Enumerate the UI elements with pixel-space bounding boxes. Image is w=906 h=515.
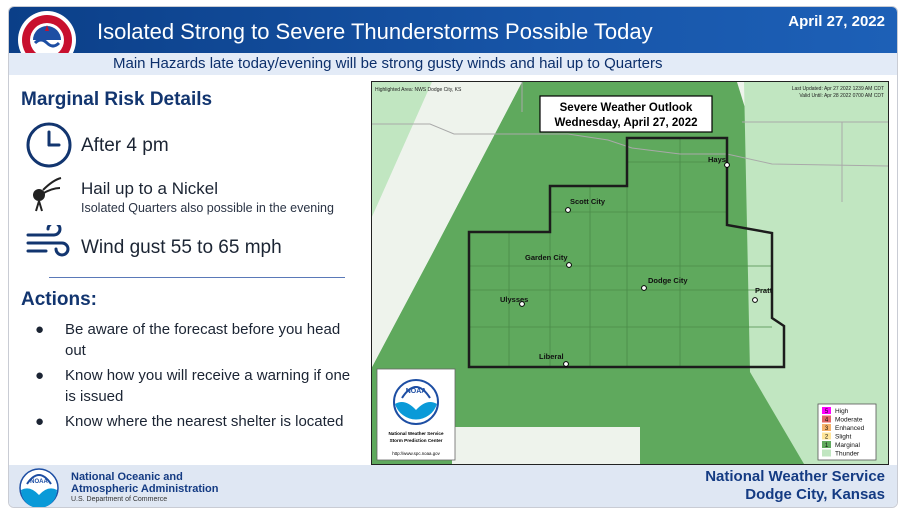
wind-text: Wind gust 55 to 65 mph bbox=[81, 237, 282, 258]
noaa-name-line1: National Oceanic and bbox=[71, 471, 183, 483]
outlook-map bbox=[371, 81, 889, 465]
risk-details-heading: Marginal Risk Details bbox=[21, 89, 213, 110]
slide-subtitle: Main Hazards late today/evening will be strong gusty winds and hail up to Quarters bbox=[113, 55, 663, 72]
bullet-icon: ● bbox=[35, 413, 45, 430]
slide-date: April 27, 2022 bbox=[788, 13, 885, 30]
map-title-line1: Severe Weather Outlook bbox=[559, 102, 693, 114]
timing-text: After 4 pm bbox=[81, 135, 169, 156]
footer-bar bbox=[9, 465, 897, 507]
highlighted-area-label: Highlighted Area: NWS Dodge City, KS bbox=[375, 87, 462, 93]
noaa-department: U.S. Department of Commerce bbox=[71, 496, 168, 503]
clock-icon bbox=[25, 121, 73, 169]
city-label: Dodge City bbox=[648, 276, 688, 285]
noaa-name-line2: Atmospheric Administration bbox=[71, 483, 219, 495]
office-name: National Weather Service bbox=[705, 468, 885, 485]
header-bar bbox=[9, 7, 897, 53]
bullet-icon: ● bbox=[35, 321, 45, 338]
hail-text: Hail up to a Nickel bbox=[81, 179, 219, 198]
noaa-logo-icon bbox=[19, 468, 59, 508]
legend-number: 1 bbox=[824, 443, 829, 449]
slide-title: Isolated Strong to Severe Thunderstorms Possible Today bbox=[97, 19, 653, 44]
legend-number: 4 bbox=[824, 417, 829, 424]
legend-number: 2 bbox=[824, 434, 829, 441]
spc-line2: Storm Prediction Center bbox=[389, 438, 443, 443]
action-text: Be aware of the forecast before you head out bbox=[65, 321, 341, 359]
legend-swatch bbox=[822, 450, 831, 457]
actions-heading: Actions: bbox=[21, 289, 97, 310]
spc-line1: National Weather Service bbox=[388, 431, 444, 436]
noaa-logo-text: NOAA bbox=[30, 479, 48, 485]
legend-label: Thunder bbox=[835, 450, 860, 458]
legend-number: 5 bbox=[824, 409, 829, 415]
city-label: Liberal bbox=[539, 352, 564, 361]
legend-number: 3 bbox=[824, 426, 829, 432]
legend-label: Marginal bbox=[835, 442, 860, 449]
city-label: Garden City bbox=[525, 253, 568, 262]
legend-label: High bbox=[835, 408, 849, 415]
city-dot bbox=[753, 298, 758, 303]
briefing-slide bbox=[8, 6, 898, 508]
city-dot bbox=[564, 362, 569, 367]
office-location: Dodge City, Kansas bbox=[745, 486, 885, 503]
last-updated-label: Last Updated: Apr 27 2022 1239 AM CDT bbox=[791, 86, 884, 92]
action-text: Know how you will receive a warning if one is issued bbox=[65, 367, 351, 405]
city-dot bbox=[567, 263, 572, 268]
city-dot bbox=[642, 286, 647, 291]
bullet-icon: ● bbox=[35, 367, 45, 384]
city-label: Ulysses bbox=[500, 295, 529, 304]
valid-until-label: Valid Until: Apr 28 2022 0700 AM CDT bbox=[799, 93, 884, 99]
hail-icon bbox=[25, 175, 67, 215]
city-label: Scott City bbox=[570, 197, 606, 206]
city-dot bbox=[566, 208, 571, 213]
spc-logo-name: NOAA bbox=[405, 388, 427, 395]
action-text: Know where the nearest shelter is located bbox=[65, 413, 344, 430]
wind-icon bbox=[25, 225, 71, 259]
spc-url: http://www.spc.noaa.gov bbox=[392, 451, 440, 456]
legend-label: Enhanced bbox=[835, 425, 865, 432]
details-panel bbox=[9, 75, 371, 465]
city-label: Hays bbox=[708, 155, 726, 164]
legend-label: Slight bbox=[835, 433, 852, 441]
legend-label: Moderate bbox=[835, 416, 863, 424]
city-label: Pratt bbox=[755, 286, 773, 295]
map-title-line2: Wednesday, April 27, 2022 bbox=[554, 117, 698, 129]
subtitle-bar bbox=[9, 53, 897, 75]
section-divider bbox=[49, 277, 345, 278]
outlook-map-graphic bbox=[372, 82, 888, 464]
hail-note: Isolated Quarters also possible in the evening bbox=[81, 201, 334, 215]
